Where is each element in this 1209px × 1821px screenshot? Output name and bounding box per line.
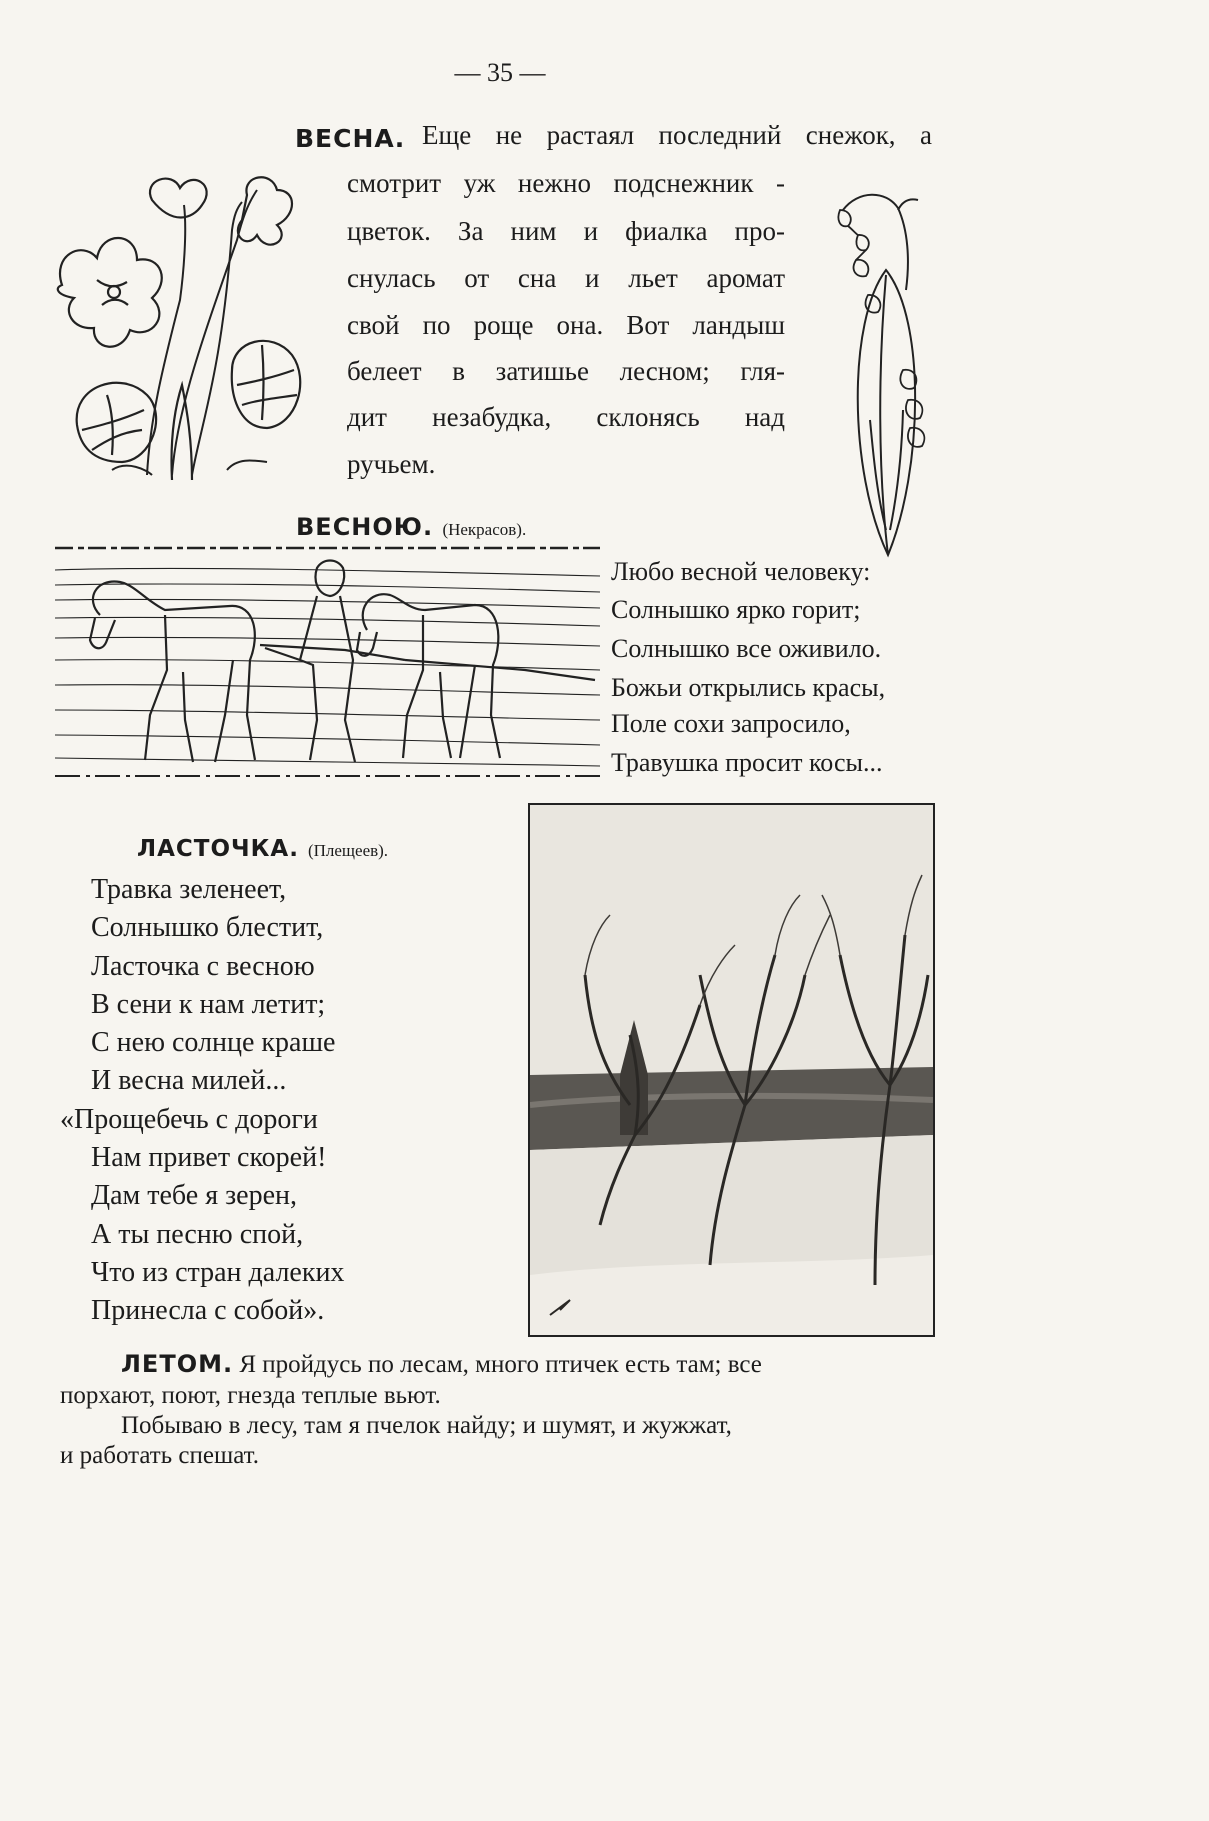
lastochka-poem (60, 871, 344, 1331)
letom-line-1-wrap (121, 1350, 762, 1379)
vesnoyu-heading (296, 513, 526, 541)
ploughing-illustration (55, 540, 600, 780)
vesnoyu-title: ВЕСНОЮ. (296, 513, 434, 541)
vesnoyu-line-6: Травушка просит косы... (611, 748, 883, 777)
lily-of-the-valley-illustration (828, 170, 943, 560)
vesna-line-3: цветок. За ним и фиалка про- (347, 216, 785, 246)
letom-heading: ЛЕТОМ. (121, 1350, 234, 1378)
vesna-line-2: смотрит уж нежно подснежник - (347, 168, 785, 198)
vesnoyu-line-2: Солнышко ярко горит; (611, 595, 861, 624)
lastochka-author: (Плещеев). (307, 841, 389, 860)
vesnoyu-line-5: Поле сохи запросило, (611, 709, 851, 738)
vesnoyu-line-4: Божьи открылись красы, (611, 673, 886, 702)
vesna-line-7: дит незабудка, склонясь над (347, 402, 785, 432)
letom-line-4: и работать спешат. (60, 1442, 259, 1469)
vesnoyu-author: (Некрасов). (442, 520, 527, 539)
vesnoyu-line-3: Солнышко все оживило. (611, 634, 882, 663)
lastochka-line-10: А ты песню спой, (91, 1218, 304, 1250)
lastochka-line-4: В сени к нам летит; (91, 988, 326, 1020)
spring-landscape-picture (528, 803, 935, 1337)
lastochka-line-12: Принесла с собой». (91, 1295, 325, 1327)
letom-line-2: порхают, поют, гнезда теплые вьют. (60, 1382, 441, 1409)
lastochka-heading (137, 836, 388, 862)
lastochka-line-5: С нею солнце краше (91, 1027, 336, 1059)
letom-line-3: Побываю в лесу, там я пчелок найду; и шумят, и жужжат, (121, 1412, 732, 1439)
vesnoyu-line-1: Любо весной человеку: (611, 557, 871, 586)
letom-line-1: Я пройдусь по лесам, много птичек есть там; все (239, 1351, 762, 1378)
lastochka-line-1: Травка зеленеет, (91, 874, 287, 905)
vesna-line-4: снулась от сна и льет аромат (347, 263, 785, 293)
lastochka-title: ЛАСТОЧКА. (137, 836, 299, 862)
lastochka-line-7: «Прощебечь с дороги (60, 1103, 318, 1135)
lastochka-line-6: И весна милей... (91, 1065, 287, 1097)
lastochka-line-11: Что из стран далеких (91, 1256, 345, 1288)
vesna-line-5: свой по роще она. Вот ландыш (347, 310, 785, 340)
lastochka-line-8: Нам привет скорей! (91, 1142, 327, 1174)
lastochka-line-9: Дам тебе я зерен, (91, 1180, 297, 1212)
vesna-line-1: Еще не растаял последний снежок, а (422, 120, 932, 150)
vesna-heading: ВЕСНА. (295, 124, 406, 153)
violet-illustration (52, 170, 312, 485)
vesna-line-8: ручьем. (347, 449, 436, 479)
vesna-line-6: белеет в затишье лесном; гля- (347, 356, 785, 386)
lastochka-line-3: Ласточка с весною (91, 950, 315, 982)
page-number: — 35 — (454, 58, 546, 87)
lastochka-line-2: Солнышко блестит, (91, 912, 324, 944)
